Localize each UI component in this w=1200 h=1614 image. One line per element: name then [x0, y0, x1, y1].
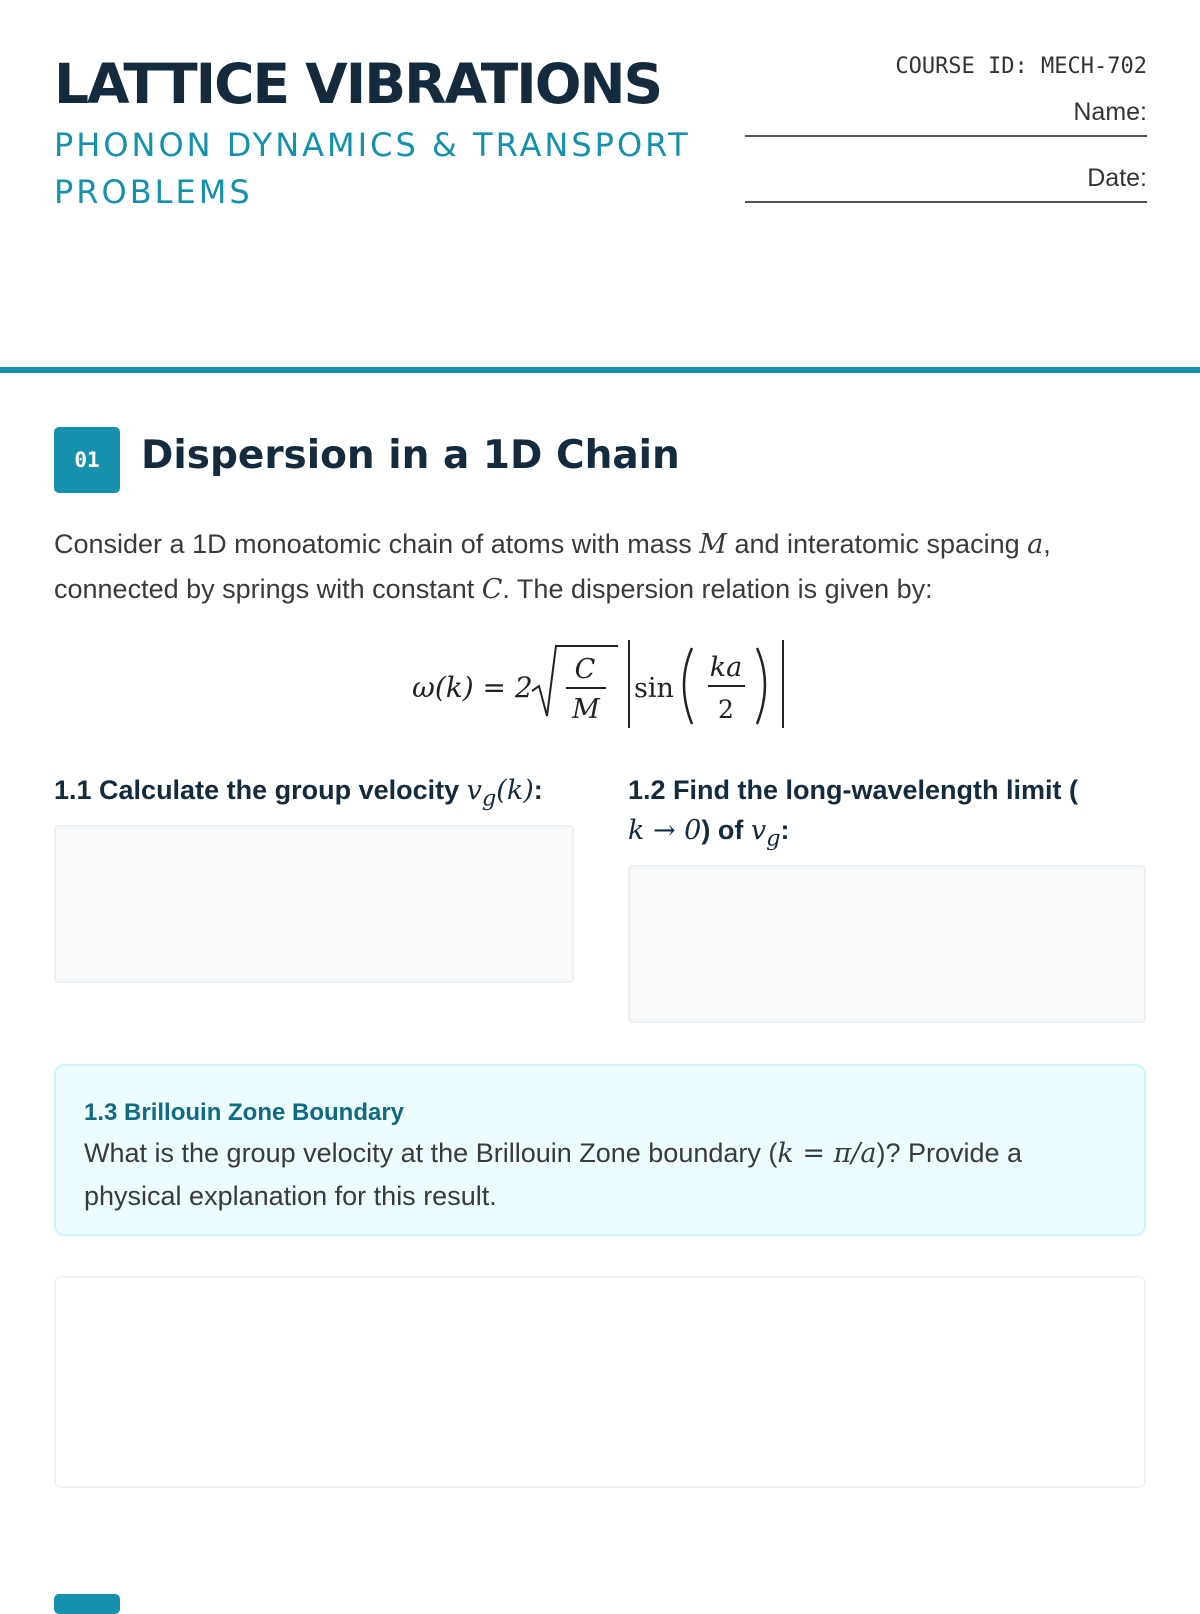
question-text: 1.1 Calculate the group velocity [54, 775, 467, 805]
callout-text-part: What is the group velocity at the Brillouin Zone boundary ( [84, 1138, 778, 1168]
section-title: Dispersion in a 1D Chain [141, 433, 680, 478]
question-1-2-label [628, 770, 1148, 858]
math-symbol: k → 0 [628, 815, 702, 846]
dispersion-equation [400, 636, 800, 732]
answer-box-1-2[interactable] [628, 865, 1146, 1023]
student-info [727, 54, 1147, 225]
mass-symbol: M [699, 529, 727, 560]
worksheet-header [0, 0, 1200, 372]
date-label: Date: [1087, 164, 1147, 192]
question-text: 1.2 Find the long-wavelength limit ( [628, 775, 1079, 805]
fraction-denominator: M [572, 694, 600, 725]
math-symbol: k = π/a [777, 1138, 877, 1169]
paren-right [757, 648, 765, 724]
date-field-line[interactable] [745, 201, 1147, 203]
question-text: ) of [701, 815, 751, 845]
spring-constant-symbol: C [481, 574, 503, 605]
ka-denominator: 2 [718, 695, 734, 724]
intro-text: connected by springs with constant [54, 574, 482, 604]
answer-box-1-3[interactable] [54, 1276, 1146, 1488]
next-section-badge [54, 1594, 120, 1614]
question-text: : [780, 815, 790, 845]
math-symbol: v [750, 815, 767, 846]
header-divider [0, 367, 1200, 373]
answer-box-1-1[interactable] [54, 825, 574, 983]
callout-title: 1.3 Brillouin Zone Boundary [84, 1099, 405, 1126]
name-field-line[interactable] [745, 135, 1147, 137]
spacing-symbol: a [1027, 529, 1044, 560]
question-text: : [533, 775, 543, 805]
sin-function: sin [634, 673, 674, 704]
math-symbol: (k) [496, 775, 534, 806]
section-number-badge: 01 [54, 427, 120, 493]
callout-text [84, 1132, 1116, 1217]
problem-intro [54, 522, 1146, 612]
page-title: LATTICE VIBRATIONS [54, 52, 662, 116]
math-subscript: g [766, 825, 781, 852]
name-label: Name: [1073, 98, 1147, 126]
fraction-numerator: C [574, 654, 596, 685]
math-subscript: g [481, 785, 497, 812]
callout-text-part: physical explanation for this result. [84, 1181, 497, 1211]
intro-text: , [1043, 529, 1051, 559]
course-id: COURSE ID: MECH-702 [895, 54, 1147, 79]
intro-text: Consider a 1D monoatomic chain of atoms with mass [54, 529, 700, 559]
paren-left [684, 648, 692, 724]
intro-text: . The dispersion relation is given by: [502, 574, 933, 604]
page-subtitle: PHONON DYNAMICS & TRANSPORT PROBLEMS [54, 126, 691, 211]
math-symbol: v [466, 775, 482, 806]
equation-lhs: ω(k) = 2 [412, 671, 533, 704]
ka-numerator: ka [709, 652, 743, 683]
question-1-3-callout [54, 1064, 1146, 1236]
intro-text: and interatomic spacing [726, 529, 1028, 559]
callout-text-part: )? Provide a [876, 1138, 1023, 1168]
question-1-1-label [54, 770, 574, 818]
